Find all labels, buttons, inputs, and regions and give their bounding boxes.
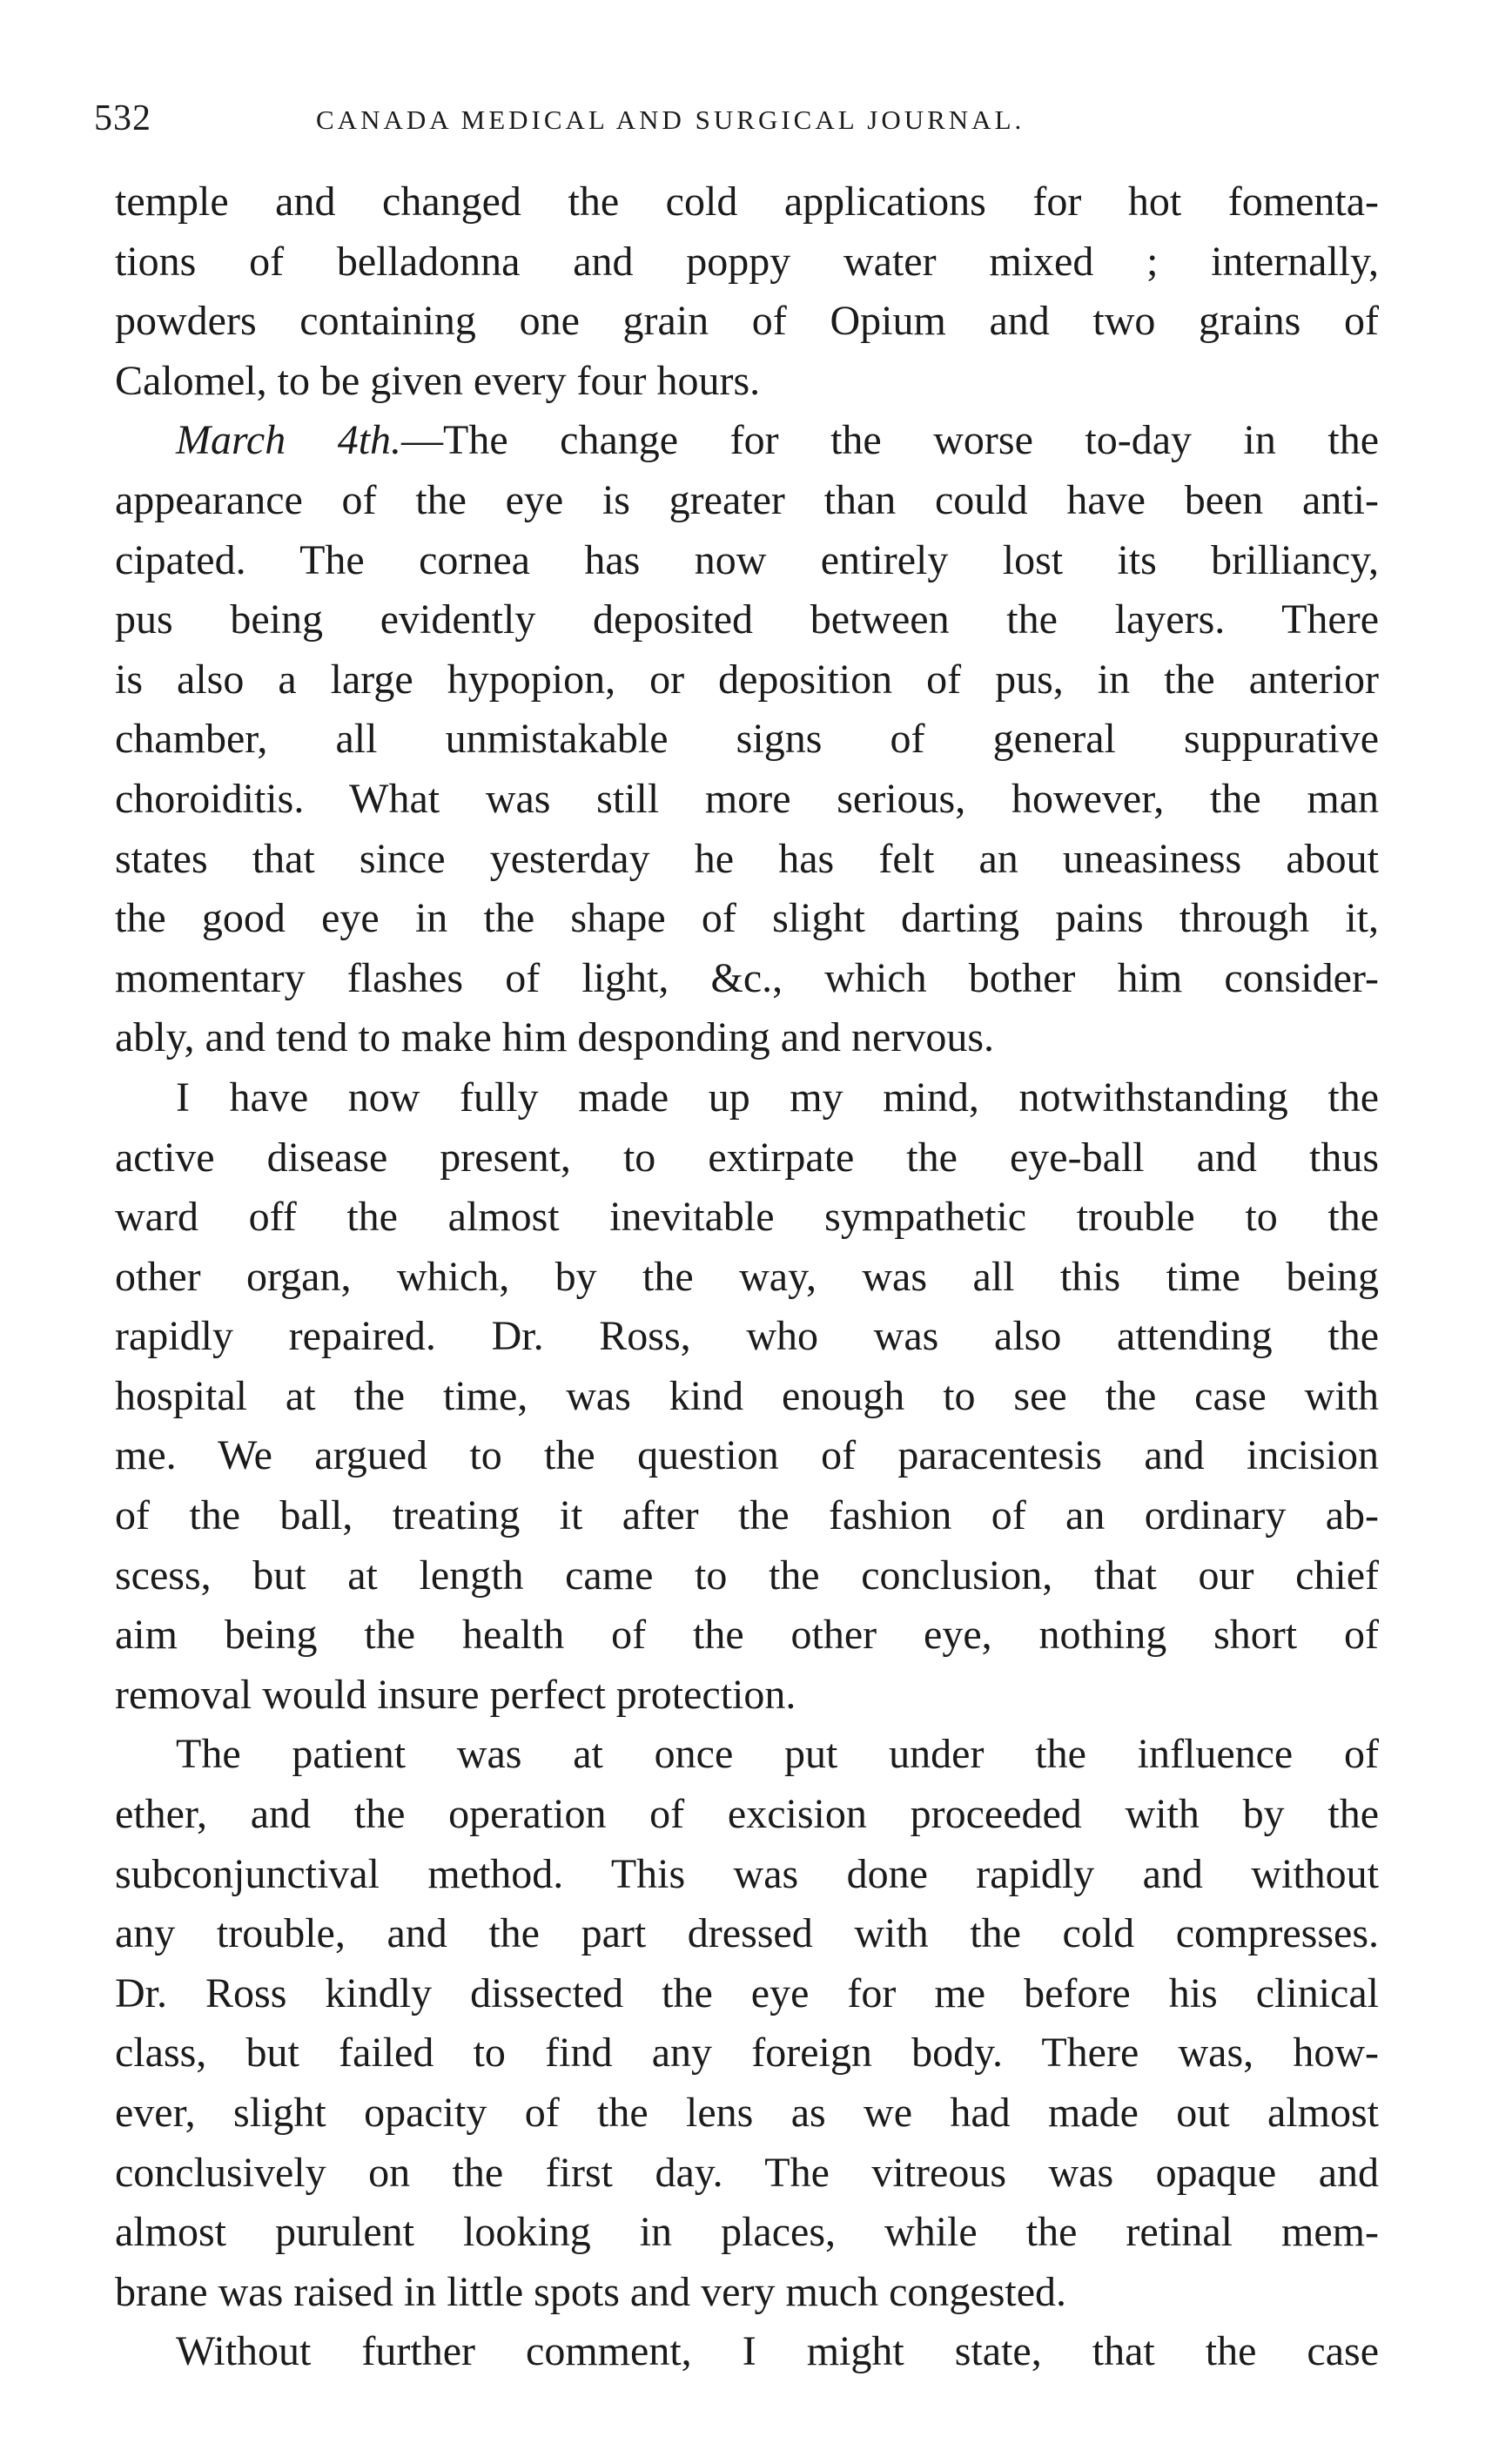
text-line: me. We argued to the question of paracentesis and incision (115, 1432, 1379, 1479)
text-line: cipated. The cornea has now entirely lost its brilliancy, (115, 536, 1379, 583)
text-line: Without further comment, I might state, that the case (176, 2328, 1379, 2375)
text-line: removal would insure perfect protection. (115, 1671, 796, 1718)
text-line: aim being the health of the other eye, nothing short of (115, 1612, 1379, 1659)
text-line: other organ, which, by the way, was all this time being (115, 1253, 1379, 1300)
text-line: ably, and tend to make him desponding and nervous. (115, 1014, 995, 1061)
text-line: of the ball, treating it after the fashion of an ordinary ab- (115, 1492, 1379, 1539)
text-line: temple and changed the cold applications for hot fomenta- (115, 178, 1379, 225)
text-line: —The change for the worse to-day in the (401, 417, 1379, 464)
text-line: subconjunctival method. This was done rapidly and without (115, 1850, 1379, 1897)
text-line: rapidly repaired. Dr. Ross, who was also attending the (115, 1313, 1379, 1360)
text-line: ever, slight opacity of the lens as we had made out almost (115, 2090, 1379, 2136)
text-line: chamber, all unmistakable signs of general suppurative (115, 716, 1379, 763)
text-line: momentary flashes of light, &c., which bother him consider- (115, 954, 1379, 1001)
text-line: ward off the almost inevitable sympathetic trouble to the (115, 1194, 1379, 1241)
text-line: is also a large hypopion, or deposition of pus, in the anterior (115, 656, 1379, 703)
dated-paragraph-start (115, 411, 1379, 471)
text-line: the good eye in the shape of slight darting pains through it, (115, 895, 1379, 942)
page-number: 532 (94, 98, 151, 138)
text-line: tions of belladonna and poppy water mixed ; internally, (115, 238, 1379, 285)
text-line: The patient was at once put under the influence of (176, 1731, 1379, 1778)
text-line: scess, but at length came to the conclusion, that our chief (115, 1552, 1379, 1599)
date-label: March 4th. (176, 417, 402, 464)
text-line: Dr. Ross kindly dissected the eye for me before his clinical (115, 1969, 1379, 2016)
text-line: hospital at the time, was kind enough to see the case with (115, 1372, 1379, 1419)
text-line: conclusively on the first day. The vitreous was opaque and (115, 2149, 1379, 2196)
text-line: powders containing one grain of Opium and two grains of (115, 298, 1379, 345)
text-line: class, but failed to find any foreign body. There was, how- (115, 2030, 1379, 2077)
text-line: ether, and the operation of excision proceeded with by the (115, 1791, 1379, 1838)
text-line: almost purulent looking in places, while the retinal mem- (115, 2209, 1379, 2256)
running-head (94, 98, 1348, 150)
text-line: choroiditis. What was still more serious, however, the man (115, 775, 1379, 822)
text-line: active disease present, to extirpate the eye-ball and thus (115, 1134, 1379, 1181)
text-line: states that since yesterday he has felt an uneasiness about (115, 835, 1379, 882)
journal-title: CANADA MEDICAL AND SURGICAL JOURNAL. (316, 104, 1025, 135)
text-line: Calomel, to be given every four hours. (115, 357, 761, 404)
text-line: brane was raised in little spots and very much congested. (115, 2268, 1067, 2315)
article-text (115, 172, 1379, 2382)
text-line: any trouble, and the part dressed with the cold compresses. (115, 1910, 1379, 1957)
text-line: I have now fully made up my mind, notwithstanding the (176, 1074, 1379, 1121)
text-line: appearance of the eye is greater than could have been anti- (115, 476, 1379, 523)
text-line: pus being evidently deposited between the layers. There (115, 596, 1379, 643)
